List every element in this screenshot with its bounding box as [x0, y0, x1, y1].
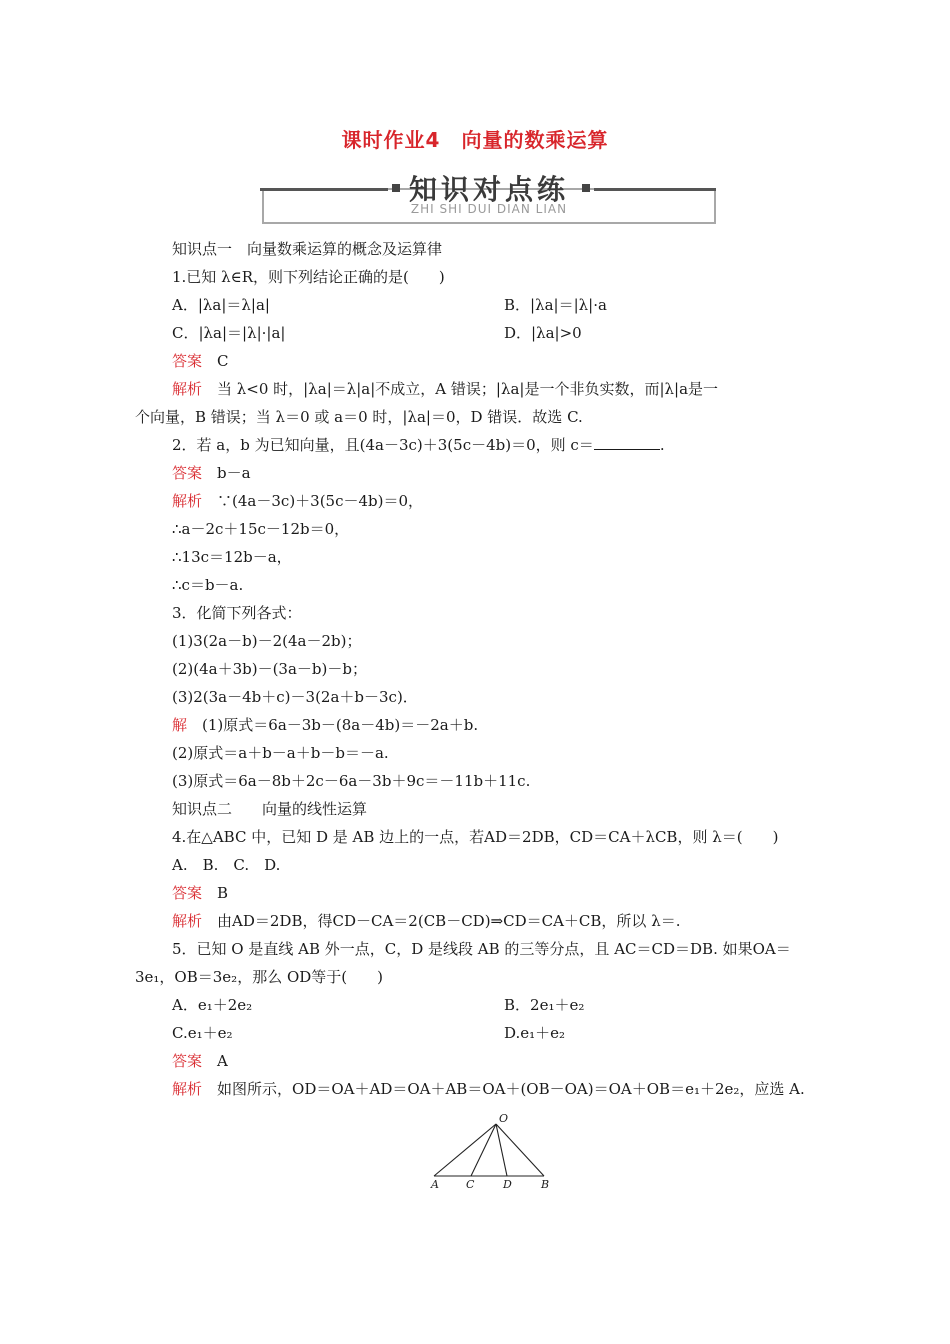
triangle-diagram — [420, 1108, 550, 1204]
q3-stem: 3．化简下列各式： — [172, 604, 302, 622]
q5-stem-line1: 5．已知 O 是直线 AB 外一点，C，D 是线段 AB 的三等分点，且 AC＝CD＝DB. 如果OA＝ — [172, 940, 791, 958]
q2-stem-text: 2．若 a，b 为已知向量，且(4a－3c)＋3(5c－4b)＝0，则 c＝ — [172, 436, 594, 454]
q1-option-b: B．|λa|＝|λ|·a — [504, 296, 607, 314]
label-a: A — [431, 1178, 439, 1191]
solution-step: (1)原式＝6a－3b－(8a－4b)＝－2a＋b. — [202, 716, 479, 734]
q5-option-a: A．e₁＋2e₂ — [172, 996, 253, 1014]
segment-ob — [496, 1124, 544, 1176]
analysis-text: 如图所示，OD＝OA＋AD＝OA＋AB＝OA＋(OB－OA)＝OA＋OB＝e₁＋2e₂，应选 A. — [217, 1080, 805, 1098]
label-c: C — [466, 1178, 475, 1191]
q1-answer — [172, 351, 229, 371]
q1-analysis-line2: 个向量，B 错误；当 λ＝0 或 a＝0 时，|λa|＝0，D 错误．故选 C. — [135, 408, 583, 426]
page-title: 课时作业4 向量的数乘运算 — [341, 128, 609, 152]
banner-subtitle: ZHI SHI DUI DIAN LIAN — [410, 202, 568, 216]
answer-value: C — [217, 352, 229, 370]
answer-label: 答案 — [172, 884, 203, 902]
q1-stem: 1.已知 λ∈R，则下列结论正确的是( ) — [172, 268, 445, 286]
analysis-label: 解析 — [172, 380, 203, 398]
section-heading: 知识点一 向量数乘运算的概念及运算律 — [172, 240, 443, 258]
q5-analysis — [172, 1079, 805, 1099]
q5-answer — [172, 1051, 228, 1071]
banner-title: 知识对点练 — [408, 173, 569, 206]
analysis-label: 解析 — [172, 492, 203, 510]
segment-oc — [471, 1124, 496, 1176]
q4-stem: 4.在△ABC 中，已知 D 是 AB 边上的一点，若AD＝2DB，CD＝CA＋λCB，则 λ＝( ) — [172, 828, 779, 846]
answer-value: A — [217, 1052, 228, 1070]
q3-part-2: (2)(4a＋3b)－(3a－b)－b； — [172, 660, 367, 678]
q2-analysis — [172, 491, 423, 511]
section-banner — [262, 168, 716, 224]
q1-option-c: C．|λa|＝|λ|·|a| — [172, 324, 286, 342]
q1-option-a: A．|λa|＝λ|a| — [172, 296, 270, 314]
q3-part-3: (3)2(3a－4b＋c)－3(2a＋b－3c)． — [172, 688, 418, 706]
q1-analysis-line1 — [172, 379, 718, 399]
q4-analysis — [172, 911, 680, 931]
answer-label: 答案 — [172, 1052, 203, 1070]
analysis-text: 由AD＝2DB，得CD－CA＝2(CB－CD)⇒CD＝CA＋CB，所以 λ＝. — [217, 912, 681, 930]
analysis-label: 解析 — [172, 1080, 203, 1098]
triangle-figure — [420, 1108, 550, 1204]
solution-label: 解 — [172, 716, 188, 734]
answer-label: 答案 — [172, 464, 203, 482]
q4-options: A. B. C. D. — [172, 856, 281, 874]
q3-part-1: (1)3(2a－b)－2(4a－2b)； — [172, 632, 362, 650]
section-heading: 知识点二 向量的线性运算 — [172, 800, 368, 818]
q2-stem — [172, 435, 665, 455]
q4-answer — [172, 883, 228, 903]
q2-step-4: ∴c＝b－a. — [172, 576, 244, 594]
q3-solution — [172, 715, 478, 735]
q5-option-d: D.e₁＋e₂ — [504, 1024, 566, 1042]
label-d: D — [503, 1178, 512, 1191]
analysis-step: ∵(4a－3c)＋3(5c－4b)＝0， — [217, 492, 424, 510]
label-b: B — [541, 1178, 550, 1191]
q2-stem-end: . — [659, 436, 665, 454]
segment-od — [496, 1124, 507, 1176]
answer-blank — [594, 435, 660, 450]
q5-option-b: B．2e₁＋e₂ — [504, 996, 585, 1014]
q3-solution-3: (3)原式＝6a－8b＋2c－6a－3b＋9c＝－11b＋11c. — [172, 772, 531, 790]
analysis-label: 解析 — [172, 912, 203, 930]
q5-stem-line2: 3e₁，OB＝3e₂，那么 OD等于( ) — [135, 968, 383, 986]
answer-value: b－a — [217, 464, 251, 482]
q5-option-c: C.e₁＋e₂ — [172, 1024, 233, 1042]
segment-oa — [434, 1124, 496, 1176]
q2-step-3: ∴13c＝12b－a， — [172, 548, 292, 566]
analysis-text: 当 λ<0 时，|λa|＝λ|a|不成立，A 错误；|λa|是一个非负实数，而|λ|a是一 — [217, 380, 719, 398]
q2-step-2: ∴a－2c＋15c－12b＝0， — [172, 520, 350, 538]
answer-value: B — [217, 884, 229, 902]
q2-answer — [172, 463, 251, 483]
label-o: O — [499, 1112, 509, 1125]
answer-label: 答案 — [172, 352, 203, 370]
q1-option-d: D．|λa|>0 — [504, 324, 582, 342]
q3-solution-2: (2)原式＝a＋b－a＋b－b＝－a. — [172, 744, 389, 762]
